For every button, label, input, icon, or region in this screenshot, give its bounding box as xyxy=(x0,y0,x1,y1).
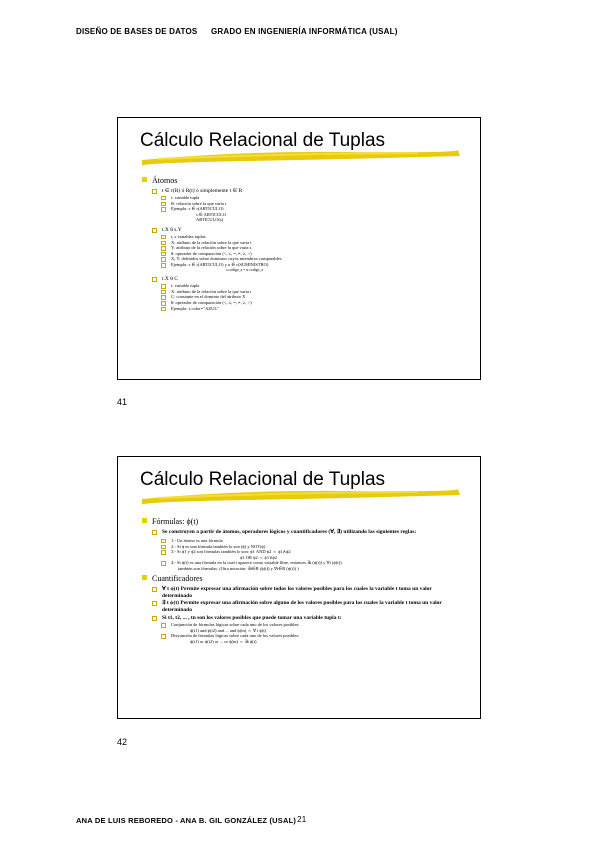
list-item: t, s variables tuplas xyxy=(140,234,472,240)
list-item: X, Y: definidos sobre dominios cuyos miembros comparables xyxy=(140,256,472,262)
square-bullet-icon xyxy=(152,277,157,282)
list-item: X: atributo de la relación sobre la que varía t xyxy=(140,240,472,246)
list-item: θ: operador de comparación (<, ≤, =, ≠, ≥, >) xyxy=(140,251,472,257)
list-item: Conjunción de fórmulas lógicas sobre cada uno de los valores posibles: xyxy=(140,622,472,628)
square-bullet-icon xyxy=(152,189,157,194)
list-item-continuation: ϕ(t1) or ϕ(t2) or ... or ϕ(tn) ⇔ ∃t ϕ(t) xyxy=(190,638,257,644)
square-bullet-icon xyxy=(142,177,147,182)
page-number: 21 xyxy=(297,815,307,824)
list-item: C: constante en el dominio del atributo X xyxy=(140,294,472,300)
list-item-continuation: s.codigo_a = u.codigo_a xyxy=(226,267,264,272)
list-item: Ejemplo: s.color="AZUL" xyxy=(140,306,472,312)
list-item: t: variable tupla xyxy=(140,195,472,201)
square-bullet-icon xyxy=(142,575,147,580)
list-item: Cuantificadores xyxy=(140,574,472,584)
header-left: DISEÑO DE BASES DE DATOS xyxy=(76,27,198,36)
square-bullet-icon xyxy=(142,518,147,523)
list-item: X: atributo de la relación sobre la que varía t xyxy=(140,289,472,295)
list-item: 1.- Un átomo es una fórmula xyxy=(140,538,472,544)
list-item-continuation: ϕ(t1) and ϕ(t2) and ... and ϕ(tn) ⇔ ∀ t ϕ(t) xyxy=(190,627,267,633)
list-item-continuation: s ∈ ARTICULO xyxy=(196,211,227,217)
slide-42 xyxy=(117,456,481,719)
list-item-continuation: ϕ1 OR ϕ2 ⇔ ϕ1∨ϕ2 xyxy=(240,554,278,560)
square-bullet-icon xyxy=(152,616,157,621)
list-item: t ∈ r(R) ó R(t) ó simplemente t ∈ R xyxy=(140,188,472,195)
list-item: 3.- Si ϕ1 y ϕ2 son fórmulas también lo son: ϕ1 AND ϕ2 ⇔ ϕ1∧ϕ2 xyxy=(140,549,472,555)
header-right: GRADO EN INGENIERÍA INFORMÁTICA (USAL) xyxy=(211,27,398,36)
square-bullet-icon xyxy=(152,601,157,606)
footer xyxy=(76,815,306,825)
list-item: R: relación sobre la que varía t xyxy=(140,201,472,207)
list-item: Y: atributo de la relación sobre la que varía s xyxy=(140,245,472,251)
slide-title: Cálculo Relacional de Tuplas xyxy=(140,130,386,151)
list-item-continuation: también son fórmulas. (Otra notación: ∃t∈R (ϕ(t)) y ∀t∈R (ϕ(t)) ) xyxy=(178,566,299,571)
list-item: Ejemplo: s ∈ r(ARTICULO) xyxy=(140,206,472,212)
list-item: Átomos xyxy=(140,176,472,186)
list-item: t: variable tupla xyxy=(140,283,472,289)
square-bullet-icon xyxy=(152,587,157,592)
list-item: Fórmulas: ϕ(t) xyxy=(140,517,472,527)
list-item-continuation: ARTICULO(s) xyxy=(196,217,224,223)
list-item: ∀ t ϕ(t) Permite expresar una afirmación sobre todos los valores posibles para los cuales la variable t toma un valor determinado xyxy=(140,586,472,600)
slide-41 xyxy=(117,117,481,380)
list-item: θ: operador de comparación (<, ≤, =, ≠, ≥, >) xyxy=(140,300,472,306)
list-item: Ejemplo: s ∈ r(ARTICULO) y u ∈ r(SUMINISTRO) xyxy=(140,262,472,268)
list-item: 4.- Si ϕ(t) es una fórmula en la cual t aparece como variable libre, entonces ∃t (ϕ(t)) y ∀t (ϕ(t)) xyxy=(140,560,472,566)
list-item: t.X θ C xyxy=(140,276,472,283)
list-item: Disyunción de fórmulas lógicas sobre cada uno de los valores posibles: xyxy=(140,633,472,639)
list-item: Se construyen a partir de átomos, operadores lógicos y cuantificadores (∀, ∃) utilizando las siguientes reglas: xyxy=(140,529,472,536)
square-bullet-icon xyxy=(152,530,157,535)
slide-number: 41 xyxy=(117,397,128,407)
slide-title: Cálculo Relacional de Tuplas xyxy=(140,469,386,490)
list-item: ∃ t ϕ(t) Permite expresar una afirmación sobre alguno de los valores posibles para los cuales la variable t toma un valor determinado xyxy=(140,600,472,614)
square-bullet-icon xyxy=(161,307,166,312)
slide-number: 42 xyxy=(117,737,128,747)
square-bullet-icon xyxy=(152,228,157,233)
list-item: 2.- Si ϕ es una fórmula también lo son (ϕ) y NOT(ϕ) xyxy=(140,544,472,550)
list-item: t.X θ s.Y xyxy=(140,227,472,234)
list-item: Si t1, t2, ... , tn son los valores posibles que puede tomar una variable tupla t: xyxy=(140,615,472,622)
footer-authors: ANA DE LUIS REBOREDO - ANA B. GIL GONZÁLEZ (USAL) xyxy=(76,816,297,825)
